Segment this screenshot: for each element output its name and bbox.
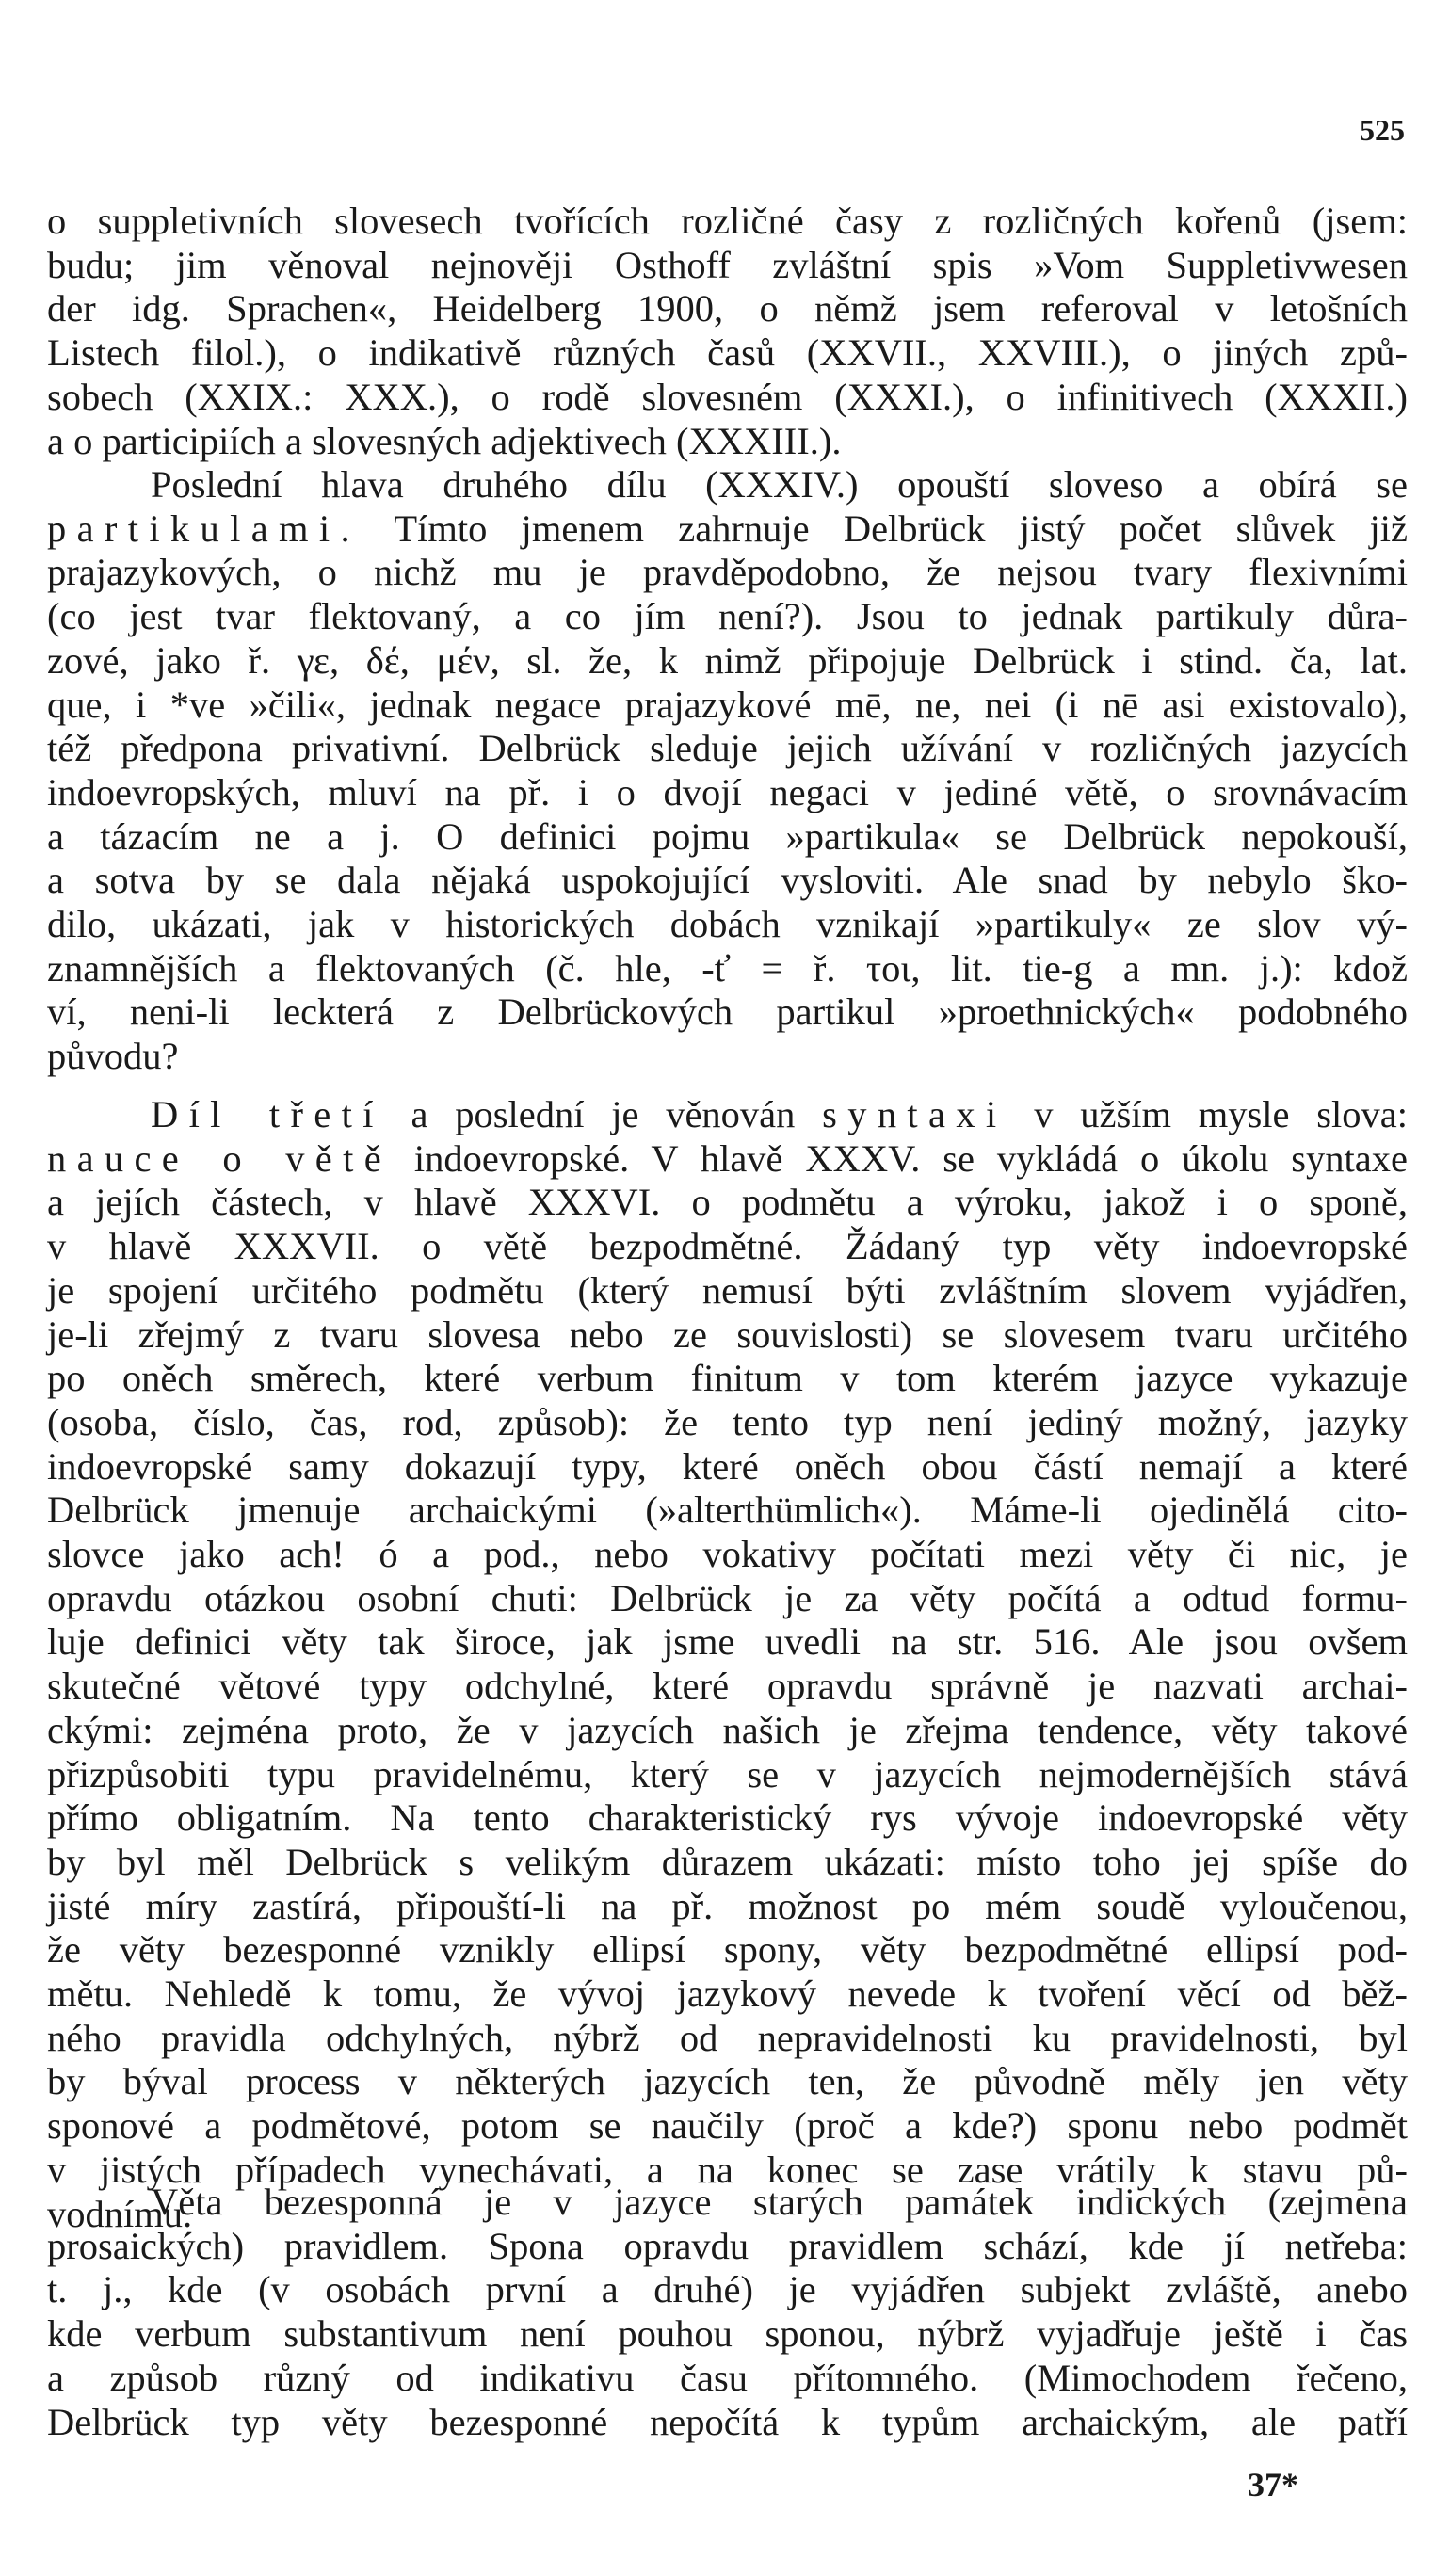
text-line <box>47 1137 1408 1182</box>
text-line: o suppletivních slovesech tvořících rozličné časy z rozličných kořenů (jsem: <box>47 200 1408 242</box>
text-line: v hlavě XXXVII. o větě bezpodmětné. Žádaný typ věty indoevropské <box>47 1225 1408 1268</box>
text-line: Listech filol.), o indikativě různých časů (XXVII., XXVIII.), o jiných způ- <box>47 331 1408 375</box>
text-line: Delbrück typ věty bezesponné nepočítá k typům archaickým, ale patří <box>47 2400 1408 2443</box>
text-line: sponové a podmětové, potom se naučily (proč a kde?) sponu nebo podmět <box>47 2104 1408 2148</box>
text-line <box>47 507 1408 552</box>
text-line: prajazykových, o nichž mu je pravděpodobno, že nejsou tvary flexivními <box>47 551 1408 594</box>
text-run: v užším mysle slova: <box>1007 1093 1408 1135</box>
text-line: kde verbum substantivum není pouhou sponou, nýbrž vyjadřuje ještě i čas <box>47 2312 1408 2356</box>
text-run: a poslední je věnován <box>383 1093 823 1135</box>
text-line: ví, neni-li leckterá z Delbrückových partikul »proethnických« podobného <box>47 990 1408 1034</box>
text-run: Tímto jmenem zahrnuje Delbrück jistý počet slůvek již <box>360 507 1408 550</box>
text-line: a o participiích a slovesných adjektivech (XXXIII.). <box>47 419 842 462</box>
text-line: ného pravidla odchylných, nýbrž od nepravidelnosti ku pravidelnosti, byl <box>47 2016 1408 2059</box>
text-line: zové, jako ř. γε, δέ, μέν, sl. že, k nimž připojuje Delbrück i stind. ča, lat. <box>47 638 1408 682</box>
text-line: přímo obligatním. Na tento charakteristický rys vývoje indoevropské věty <box>47 1796 1408 1840</box>
text-line: a tázacím ne a j. O definici pojmu »partikula« se Delbrück nepokouší, <box>47 814 1408 858</box>
text-line: (osoba, číslo, čas, rod, způsob): že tento typ není jediný možný, jazyky <box>47 1400 1408 1443</box>
text-line: jisté míry zastírá, připouští-li na př. možnost po mém soudě vyloučenou, <box>47 1884 1408 1927</box>
paragraph-particles <box>47 463 1408 1079</box>
text-line: by byl měl Delbrück s velikým důrazem ukázati: místo toho jej spíše do <box>47 1840 1408 1883</box>
text-run: indoevropské. V hlavě XXXV. se vykládá o úkolu syntaxe <box>392 1136 1408 1180</box>
text-line: mětu. Nehledě k tomu, že vývoj jazykový nevede k tvoření věcí od běž- <box>47 1972 1408 2016</box>
text-line: dilo, ukázati, jak v historických dobách vznikají »partikuly« ze slov vý- <box>47 903 1408 946</box>
text-line: Delbrück jmenuje archaickými (»alterthümlich«). Máme-li ojedinělá cito- <box>47 1489 1408 1532</box>
text-line: indoevropských, mluví na př. i o dvojí negaci v jediné větě, o srovnávacím <box>47 770 1408 813</box>
text-line: v jistých případech vynechávati, a na konec se zase vrátily k stavu pů- <box>47 2148 1408 2191</box>
text-line: que, i *ve »čili«, jednak negace prajazykové mē, ne, nei (i nē asi existovalo), <box>47 683 1408 726</box>
text-line: (co jest tvar flektovaný, a co jím není?). Jsou to jednak partikuly důra- <box>47 595 1408 638</box>
text-line: a jejích částech, v hlavě XXXVI. o podmětu a výroku, jakož i o sponě, <box>47 1181 1408 1224</box>
text-line: t. j., kde (v osobách první a druhé) je vyjádřen subjekt zvláště, anebo <box>47 2268 1408 2311</box>
text-line: též předpona privativní. Delbrück sleduje jejich užívání v rozličných jazycích <box>47 727 1408 770</box>
text-line: sobech (XXIX.: XXX.), o rodě slovesném (XXXI.), o infinitivech (XXXII.) <box>47 375 1408 418</box>
spaced-term-sentence: nauce o větě <box>47 1136 393 1180</box>
text-line: původu? <box>47 1035 179 1078</box>
text-line: vodnímu. <box>47 2192 193 2235</box>
text-line: der idg. Sprachen«, Heidelberg 1900, o němž jsem referoval v letošních <box>47 287 1408 330</box>
signature-mark: 37* <box>1248 2466 1298 2504</box>
paragraph-suppletive-verbs <box>47 200 1408 463</box>
text-line <box>47 1093 1408 1137</box>
text-line: přizpůsobiti typu pravidelnému, který se v jazycích nejmodernějších stává <box>47 1752 1408 1795</box>
spaced-term-particles: partikulami. <box>47 507 361 550</box>
text-line: je spojení určitého podmětu (který nemusí býti zvláštním slovem vyjádřen, <box>47 1268 1408 1312</box>
text-line: a sotva by se dala nějaká uspokojující vysloviti. Ale snad by nebylo ško- <box>47 859 1408 902</box>
text-line: ckými: zejména proto, že v jazycích našich je zřejma tendence, věty takové <box>47 1708 1408 1751</box>
spaced-term-part-three: Díl třetí <box>151 1093 384 1135</box>
text-line: Poslední hlava druhého dílu (XXXIV.) opouští sloveso a obírá se <box>151 463 1408 506</box>
paragraph-copula-less-sentence <box>47 2181 1408 2444</box>
text-line: že věty bezesponné vznikly ellipsí spony, věty bezpodmětné ellipsí pod- <box>47 1928 1408 1972</box>
paragraph-syntax <box>47 1093 1408 2236</box>
text-line: a způsob různý od indikativu času přítomného. (Mimochodem řečeno, <box>47 2356 1408 2399</box>
text-line: budu; jim věnoval nejnověji Osthoff zvláštní spis »Vom Suppletivwesen <box>47 243 1408 286</box>
spaced-term-syntax: syntaxi <box>822 1093 1007 1135</box>
text-line: by býval process v některých jazycích ten, že původně měly jen věty <box>47 2060 1408 2103</box>
text-line: po oněch směrech, které verbum finitum v tom kterém jazyce vykazuje <box>47 1357 1408 1400</box>
page-number: 525 <box>1360 113 1405 147</box>
text-line: slovce jako ach! ó a pod., nebo vokativy počítati mezi věty či nic, je <box>47 1533 1408 1576</box>
text-line: znamnějších a flektovaných (č. hle, -ť = ř. τοι, lit. tie-g a mn. j.): kdož <box>47 946 1408 990</box>
text-line: luje definici věty tak široce, jak jsme uvedli na str. 516. Ale jsou ovšem <box>47 1620 1408 1664</box>
text-line: indoevropské samy dokazují typy, které oněch obou částí nemají a které <box>47 1444 1408 1488</box>
text-line: je-li zřejmý z tvaru slovesa nebo ze souvislosti) se slovesem tvaru určitého <box>47 1312 1408 1356</box>
text-line: prosaických) pravidlem. Spona opravdu pravidlem schází, kde jí netřeba: <box>47 2224 1408 2267</box>
text-line: opravdu otázkou osobní chuti: Delbrück je za věty počítá a odtud formu- <box>47 1576 1408 1619</box>
text-line: Věta bezesponná je v jazyce starých památek indických (zejmena <box>151 2181 1408 2223</box>
text-line: skutečné větové typy odchylné, které opravdu správně je nazvati archai- <box>47 1665 1408 1708</box>
